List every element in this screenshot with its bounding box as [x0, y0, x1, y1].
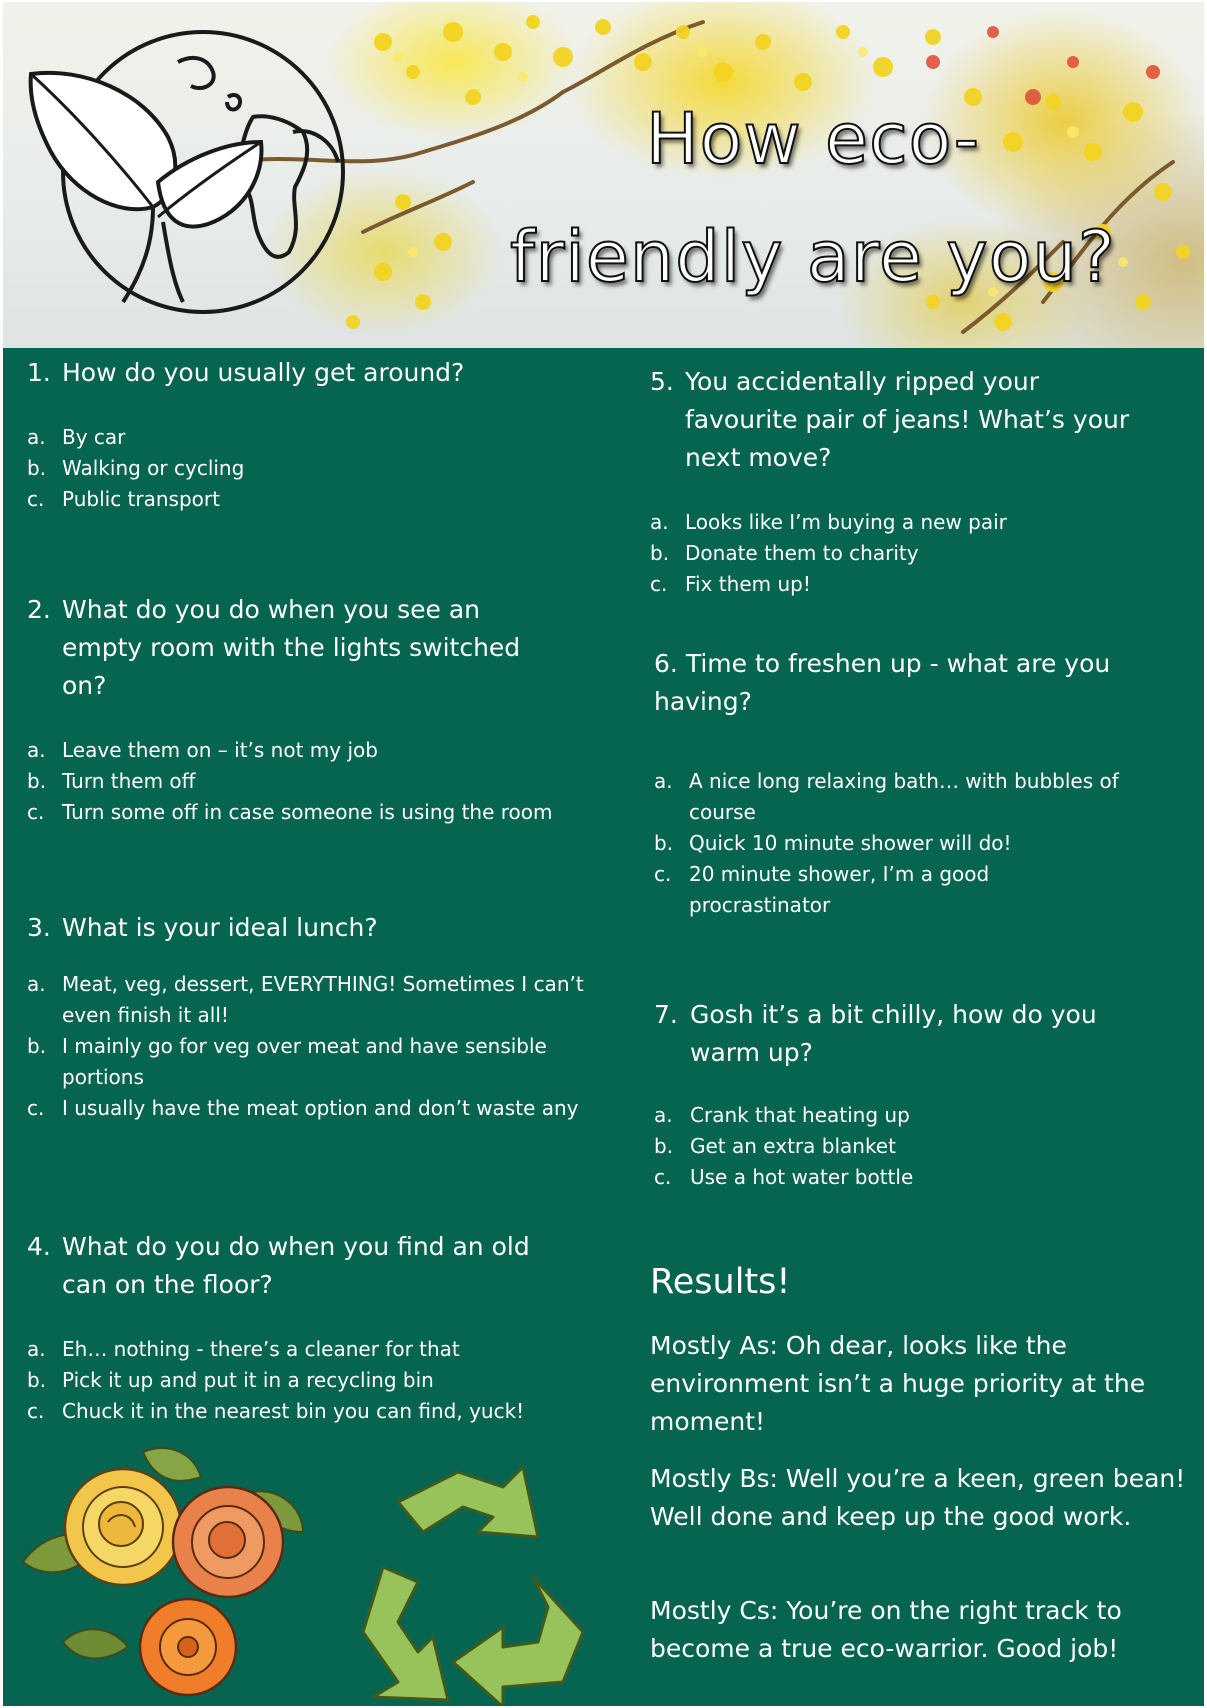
question-6	[654, 645, 1184, 921]
title-line-2: friendly are you?	[509, 216, 1117, 298]
question-number: 4.	[27, 1232, 51, 1261]
option-text: Chuck it in the nearest bin you can find, yuck!	[62, 1399, 525, 1423]
leaf-globe-logo	[31, 32, 343, 312]
option-text: Use a hot water bottle	[690, 1165, 914, 1189]
option-letter: b.	[654, 831, 674, 855]
option-c	[27, 797, 587, 828]
option-text: Turn some off in case someone is using the room	[62, 800, 553, 824]
option-list	[27, 422, 587, 515]
option-a	[27, 735, 587, 766]
question-text: What do you do when you find an old can on the floor?	[62, 1232, 530, 1299]
option-text: A nice long relaxing bath… with bubbles of course	[689, 769, 1119, 824]
question-1	[27, 354, 587, 515]
option-c	[27, 484, 587, 515]
option-text: Looks like I’m buying a new pair	[685, 510, 1007, 534]
option-a	[654, 1100, 1184, 1131]
question-3-heading	[27, 909, 597, 947]
question-text: Gosh it’s a bit chilly, how do you warm up?	[690, 1000, 1097, 1067]
option-letter: c.	[27, 487, 45, 511]
question-text: What is your ideal lunch?	[62, 913, 378, 942]
option-a	[27, 422, 587, 453]
option-c	[654, 859, 1164, 921]
roses-illustration	[23, 1448, 303, 1695]
option-letter: c.	[650, 572, 668, 596]
question-number: 1.	[27, 358, 51, 387]
option-list	[654, 1100, 1184, 1193]
option-text: Public transport	[62, 487, 220, 511]
header-banner	[3, 2, 1204, 348]
results-heading: Results!	[650, 1262, 791, 1302]
option-letter: a.	[27, 1337, 46, 1361]
option-letter: a.	[654, 769, 673, 793]
option-c	[650, 569, 1180, 600]
option-a	[27, 969, 587, 1031]
option-letter: b.	[27, 1368, 47, 1392]
option-letter: b.	[27, 769, 47, 793]
question-body: Time to freshen up - what are you having?	[654, 649, 1111, 716]
option-b	[27, 1031, 587, 1093]
option-letter: a.	[27, 425, 46, 449]
question-4	[27, 1228, 597, 1427]
question-text: What do you do when you see an empty room with the lights switched on?	[62, 595, 521, 700]
option-text: I mainly go for veg over meat and have sensible portions	[62, 1034, 547, 1089]
option-b	[27, 453, 587, 484]
option-a	[650, 507, 1180, 538]
option-text: Quick 10 minute shower will do!	[689, 831, 1012, 855]
option-letter: a.	[27, 972, 46, 996]
question-number: 5.	[650, 367, 674, 396]
question-5-heading	[650, 363, 1180, 477]
option-text: Meat, veg, dessert, EVERYTHING! Sometimes I can’t even finish it all!	[62, 972, 584, 1027]
question-number: 3.	[27, 913, 51, 942]
question-7-heading	[654, 996, 1184, 1072]
option-letter: b.	[654, 1134, 674, 1158]
option-a	[654, 766, 1164, 828]
option-text: By car	[62, 425, 126, 449]
question-text: You accidentally ripped your favourite pair of jeans! What’s your next move?	[685, 367, 1130, 472]
question-number: 7.	[654, 1000, 678, 1029]
option-letter: c.	[27, 1096, 45, 1120]
result-mostly-c: Mostly Cs: You’re on the right track to become a true eco-warrior. Good job!	[650, 1596, 1122, 1663]
option-list	[654, 766, 1164, 921]
question-6-heading	[654, 645, 1184, 721]
question-5	[650, 363, 1180, 600]
footer-illustrations	[3, 1432, 603, 1706]
question-4-heading	[27, 1228, 597, 1304]
option-text: Fix them up!	[685, 572, 811, 596]
option-letter: c.	[654, 862, 672, 886]
recycle-icon	[363, 1467, 583, 1706]
question-2	[27, 591, 587, 828]
result-mostly-b: Mostly Bs: Well you’re a keen, green bean! Well done and keep up the good work.	[650, 1464, 1186, 1531]
option-b	[650, 538, 1180, 569]
question-text	[654, 645, 1144, 721]
option-letter: a.	[650, 510, 669, 534]
option-text: 20 minute shower, I’m a good procrastinator	[689, 862, 990, 917]
option-text: I usually have the meat option and don’t waste any	[62, 1096, 579, 1120]
result-mostly-a: Mostly As: Oh dear, looks like the environment isn’t a huge priority at the moment!	[650, 1331, 1146, 1436]
option-text: Crank that heating up	[690, 1103, 910, 1127]
option-letter: b.	[27, 1034, 47, 1058]
option-letter: a.	[27, 738, 46, 762]
option-letter: a.	[654, 1103, 673, 1127]
option-text: Donate them to charity	[685, 541, 919, 565]
option-c	[654, 1162, 1184, 1193]
question-number: 2.	[27, 595, 51, 624]
option-letter: c.	[27, 800, 45, 824]
option-c	[27, 1093, 587, 1124]
option-letter: b.	[650, 541, 670, 565]
option-letter: b.	[27, 456, 47, 480]
option-text: Walking or cycling	[62, 456, 245, 480]
question-7	[654, 996, 1184, 1193]
question-3	[27, 909, 597, 1124]
option-text: Eh… nothing - there’s a cleaner for that	[62, 1337, 460, 1361]
question-1-heading	[27, 354, 587, 392]
option-c	[27, 1396, 597, 1427]
option-letter: c.	[27, 1399, 45, 1423]
option-text: Leave them on – it’s not my job	[62, 738, 378, 762]
option-b	[654, 828, 1164, 859]
option-list	[27, 969, 587, 1124]
option-b	[27, 1365, 597, 1396]
option-letter: c.	[654, 1165, 672, 1189]
option-text: Get an extra blanket	[690, 1134, 896, 1158]
page-title	[443, 80, 1183, 316]
option-list	[27, 1334, 597, 1427]
quiz-poster	[3, 2, 1204, 1706]
option-list	[27, 735, 587, 828]
option-b	[27, 766, 587, 797]
option-a	[27, 1334, 597, 1365]
option-list	[650, 507, 1180, 600]
question-text: How do you usually get around?	[62, 358, 465, 387]
option-text: Pick it up and put it in a recycling bin	[62, 1368, 434, 1392]
title-line-1: How eco-	[646, 98, 980, 180]
question-number: 6.	[654, 649, 678, 678]
option-b	[654, 1131, 1184, 1162]
question-2-heading	[27, 591, 587, 705]
option-text: Turn them off	[62, 769, 196, 793]
